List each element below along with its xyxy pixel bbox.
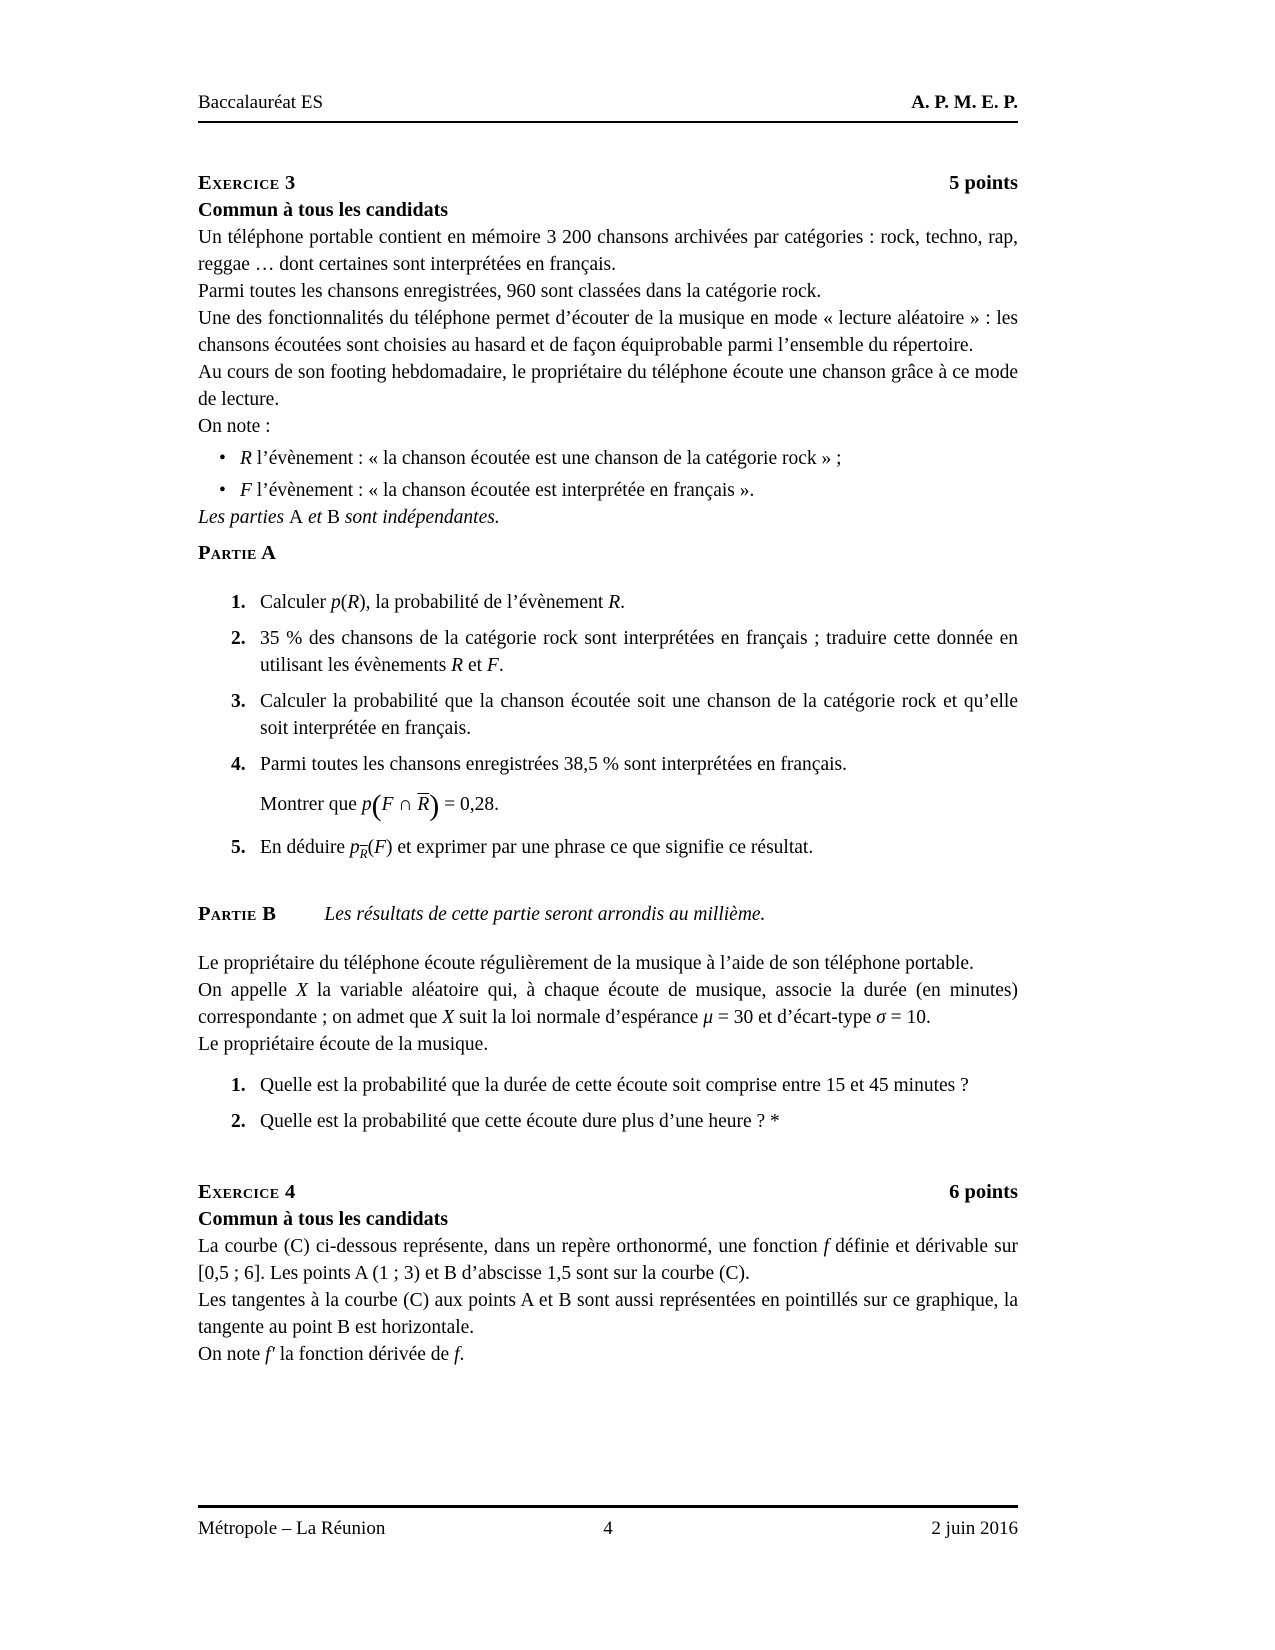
list-item [198, 1108, 1018, 1135]
item-number: 2. [231, 628, 246, 649]
paragraph-ex4-3: On note f′ la fonction dérivée de f. [198, 1344, 465, 1365]
partie-a-heading: Partie A [198, 542, 277, 564]
header-right-text: A. P. M. E. P. [911, 92, 1018, 113]
page-footer [198, 1505, 1018, 1540]
item-number: 5. [231, 837, 246, 858]
partie-a-list [198, 589, 1018, 867]
item-number: 1. [231, 592, 246, 613]
item-text: Quelle est la probabilité que la durée de cette écoute soit comprise entre 15 et 45 minutes ? [260, 1075, 969, 1096]
exercise4-subtitle: Commun à tous les candidats [198, 1208, 449, 1230]
exercise3-points: 5 points [949, 172, 1018, 194]
partie-b-list [198, 1072, 1018, 1135]
partie-b-note: Les résultats de cette partie seront arrondis au millième. [324, 904, 766, 925]
paragraph-ex4-2: Les tangentes à la courbe (C) aux points A et B sont aussi représentées en pointillés sur ce graphique, la tangente au point B est horizontale. [198, 1290, 1018, 1338]
partie-b-heading [198, 901, 1018, 928]
item-line-1: Parmi toutes les chansons enregistrées 38,5 % sont interprétées en français. [260, 754, 847, 775]
item-text: En déduire $p_{\overline{R}}(F)$ et exprimer par une phrase ce que signifie ce résultat. [260, 837, 814, 861]
list-item [198, 834, 1018, 867]
item-number: 3. [231, 691, 246, 712]
exercise4-points: 6 points [949, 1181, 1018, 1203]
paragraph-partie-b-1: Le propriétaire du téléphone écoute régulièrement de la musique à l’aide de son téléphone portable. [198, 953, 974, 974]
item-number: 1. [231, 1075, 246, 1096]
paragraph-independance: Les parties A et B sont indépendantes. [198, 507, 500, 528]
list-item [198, 625, 1018, 679]
bullet-text: R l’évènement : « la chanson écoutée est une chanson de la catégorie rock » ; [240, 448, 842, 469]
paragraph-ex4-1: La courbe (C) ci-dessous représente, dans un repère orthonormé, une fonction f définie et dérivable sur [0,5 ; 6]. Les points A (1 ; 3) et B d’abscisse 1,5 sont sur la courbe (C). [198, 1236, 1019, 1284]
exercise3-heading [198, 170, 1018, 197]
exercise3-subtitle: Commun à tous les candidats [198, 199, 449, 221]
exercise4-title: Exercice 4 [198, 1181, 296, 1203]
list-item [198, 589, 1018, 616]
item-number: 2. [231, 1111, 246, 1132]
footer-date: 2 juin 2016 [931, 1518, 1018, 1539]
math-formula: Montrer que p(F ∩ $\overline{R}) = 0,28$. [260, 789, 499, 822]
paragraph-intro-3: Une des fonctionnalités du téléphone permet d’écouter de la musique en mode « lecture aléatoire » : les chansons écoutées sont choisies au hasard et de façon équiprobable parmi l’ensemble du répertoire. [198, 308, 1018, 356]
footer-page-number: 4 [603, 1518, 613, 1539]
item-text: 35 % des chansons de la catégorie rock sont interprétées en français ; traduire cette donnée en utilisant les évènements R et F. [260, 628, 1018, 676]
bullet-icon: • [219, 448, 226, 469]
bullet-event-F [198, 477, 1018, 504]
exercise3-title: Exercice 3 [198, 172, 296, 194]
paragraph-partie-b-2: On appelle X la variable aléatoire qui, à chaque écoute de musique, associe la durée (en minutes) correspondante ; on admet que X suit la loi normale d’espérance μ = 30 et d’écart-type σ = 10. [198, 980, 1018, 1028]
bullet-text: F l’évènement : « la chanson écoutée est interprétée en français ». [240, 480, 755, 501]
document-body [198, 92, 1018, 1368]
item-number: 4. [231, 754, 246, 775]
bullet-icon: • [219, 480, 226, 501]
partie-b-title: Partie B [198, 903, 277, 925]
footer-location: Métropole – La Réunion [198, 1518, 386, 1539]
list-item [198, 1072, 1018, 1099]
item-text [260, 751, 1018, 825]
item-text: Calculer la probabilité que la chanson écoutée soit une chanson de la catégorie rock et qu’elle soit interprétée en français. [260, 691, 1018, 739]
paragraph-partie-b-3: Le propriétaire écoute de la musique. [198, 1034, 489, 1055]
paragraph-intro-2: Parmi toutes les chansons enregistrées, 960 sont classées dans la catégorie rock. [198, 281, 822, 302]
paragraph-intro-1: Un téléphone portable contient en mémoire 3 200 chansons archivées par catégories : rock, techno, rap, reggae … dont certaines sont interprétées en français. [198, 227, 1018, 275]
paragraph-on-note: On note : [198, 416, 271, 437]
list-item [198, 688, 1018, 742]
item-text: Calculer p(R), la probabilité de l’évènement R. [260, 592, 625, 613]
page-header [198, 92, 1018, 123]
item-text: Quelle est la probabilité que cette écoute dure plus d’une heure ? * [260, 1111, 780, 1132]
paragraph-intro-4: Au cours de son footing hebdomadaire, le propriétaire du téléphone écoute une chanson grâce à ce mode de lecture. [198, 362, 1018, 410]
bullet-event-R [198, 445, 1018, 472]
header-left-text: Baccalauréat ES [198, 92, 324, 113]
list-item [198, 751, 1018, 825]
exercise4-heading [198, 1179, 1018, 1206]
